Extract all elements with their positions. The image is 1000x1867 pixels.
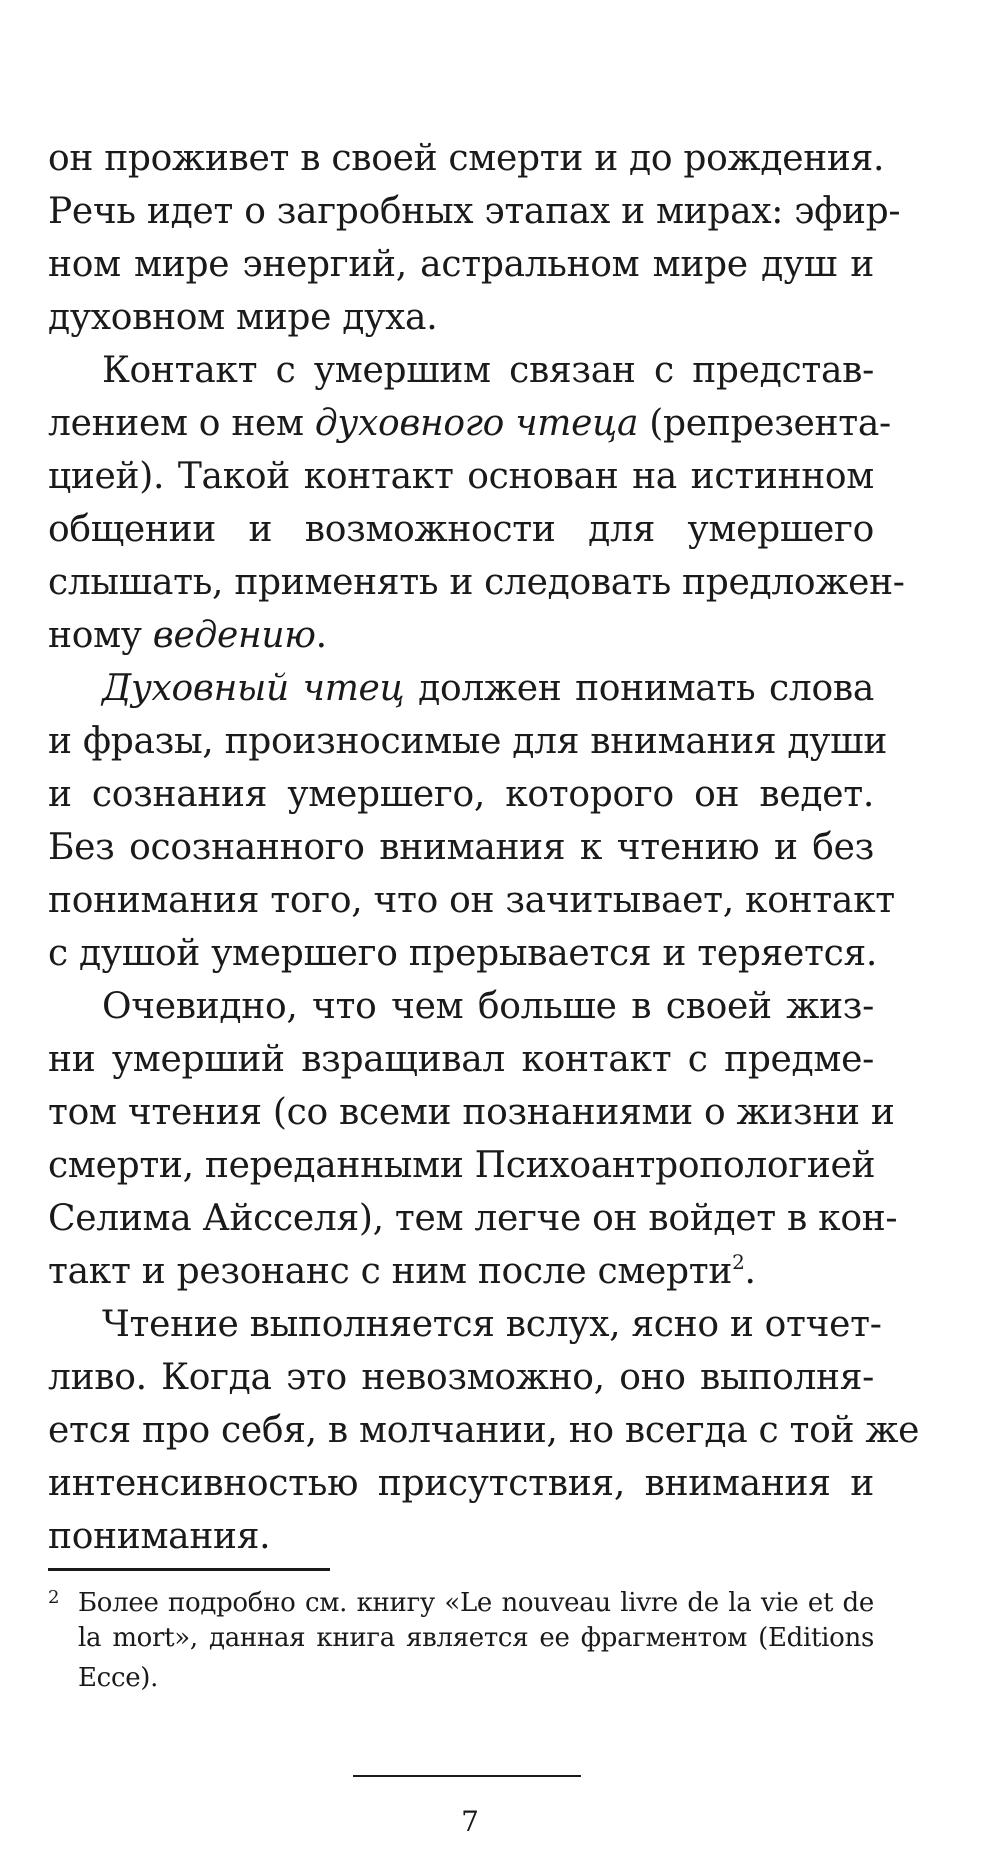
page-number-rule: [353, 1775, 581, 1777]
text-line: [48, 927, 878, 980]
paragraph: [48, 132, 901, 344]
text-run: интенсивностью присутствия, внимания и: [48, 1463, 874, 1504]
text-run: ливо. Когда это невозможно, оно выполня-: [48, 1357, 874, 1398]
text-line: [48, 185, 901, 238]
paragraph: [48, 980, 898, 1298]
text-line: [48, 715, 888, 768]
text-run: Очевидно, что чем больше в своей жиз-: [102, 986, 874, 1027]
text-line: [48, 1298, 882, 1351]
text-line: [48, 1033, 874, 1086]
text-line: [48, 556, 905, 609]
paragraph: [48, 662, 895, 980]
text-line: [48, 291, 874, 344]
text-line: [48, 1351, 874, 1404]
text-run: такт и резонанс с ним после смерти: [48, 1251, 733, 1292]
italic-term: Духовный чтец: [102, 668, 405, 709]
text-line: [48, 609, 874, 662]
text-line: [48, 1510, 874, 1563]
text-run: ни умерший взращивал контакт с предме-: [48, 1039, 874, 1080]
text-run: ется про себя, в молчании, но всегда с той же: [48, 1410, 920, 1451]
text-line: [48, 662, 874, 715]
paragraph: [48, 1298, 920, 1563]
text-line: [48, 1086, 895, 1139]
paragraph: [48, 344, 905, 662]
text-run: он проживет в своей смерти и до рождения.: [48, 138, 885, 179]
text-line: [48, 768, 874, 821]
text-line: [48, 344, 874, 397]
text-run: с душой умершего прерывается и теряется.: [48, 933, 878, 974]
text-run: (репрезента-: [638, 403, 891, 444]
text-run: слышать, применять и следовать предложен-: [48, 562, 905, 603]
text-line: [48, 980, 874, 1033]
text-run: Речь идет о загробных этапах и мирах: эфир-: [48, 191, 901, 232]
text-line: [48, 1457, 874, 1510]
text-run: ном мире энергий, астральном мире душ и: [48, 244, 874, 285]
text-run: должен понимать слова: [404, 668, 874, 709]
text-line: [48, 503, 874, 556]
text-run: том чтения (со всеми познаниями о жизни и: [48, 1092, 895, 1133]
footnote-line: [48, 1578, 874, 1618]
text-line: [48, 1404, 920, 1457]
text-run: Контакт с умершим связан с представ-: [102, 350, 874, 391]
page-number: 7: [461, 1805, 479, 1838]
text-run: Селима Айсселя), тем легче он войдет в кон-: [48, 1198, 898, 1239]
text-run: лением о нем: [48, 403, 315, 444]
text-line: [48, 821, 874, 874]
text-run: цией). Такой контакт основан на истинном: [48, 456, 874, 497]
text-run: смерти, переданными Психоантропологией: [48, 1145, 876, 1186]
text-run: .: [315, 615, 327, 656]
text-line: [48, 132, 885, 185]
footnote-reference: 2: [732, 1250, 745, 1274]
text-run: понимания того, что он зачитывает, контакт: [48, 880, 895, 921]
footnote-text: Более подробно см. книгу «Le nouveau livre de la vie et de: [78, 1588, 874, 1618]
body-text: [48, 132, 920, 1563]
text-line: [48, 397, 891, 450]
text-run: понимания.: [48, 1516, 271, 1557]
text-line: [48, 874, 895, 927]
text-run: Чтение выполняется вслух, ясно и отчет-: [102, 1304, 882, 1345]
text-run: общении и возможности для умершего: [48, 509, 874, 550]
footnote-line: Ecce).: [78, 1663, 159, 1693]
footnote-marker: 2: [48, 1587, 60, 1608]
text-line: [48, 238, 874, 291]
footnote-separator: [48, 1568, 330, 1571]
footnote-line: la mort», данная книга является ее фрагментом (Editions: [78, 1623, 874, 1653]
text-line: [48, 1192, 898, 1245]
text-line: [48, 1245, 874, 1298]
text-run: духовном мире духа.: [48, 297, 438, 338]
text-run: и сознания умершего, которого он ведет.: [48, 774, 874, 815]
text-run: ному: [48, 615, 153, 656]
text-run: .: [744, 1251, 756, 1292]
text-line: [48, 450, 874, 503]
text-run: и фразы, произносимые для внимания души: [48, 721, 888, 762]
italic-term: духовного чтеца: [314, 403, 639, 444]
italic-term: ведению: [152, 615, 316, 656]
footnote: [48, 1578, 874, 1698]
text-line: [48, 1139, 874, 1192]
text-run: Без осознанного внимания к чтению и без: [48, 827, 874, 868]
